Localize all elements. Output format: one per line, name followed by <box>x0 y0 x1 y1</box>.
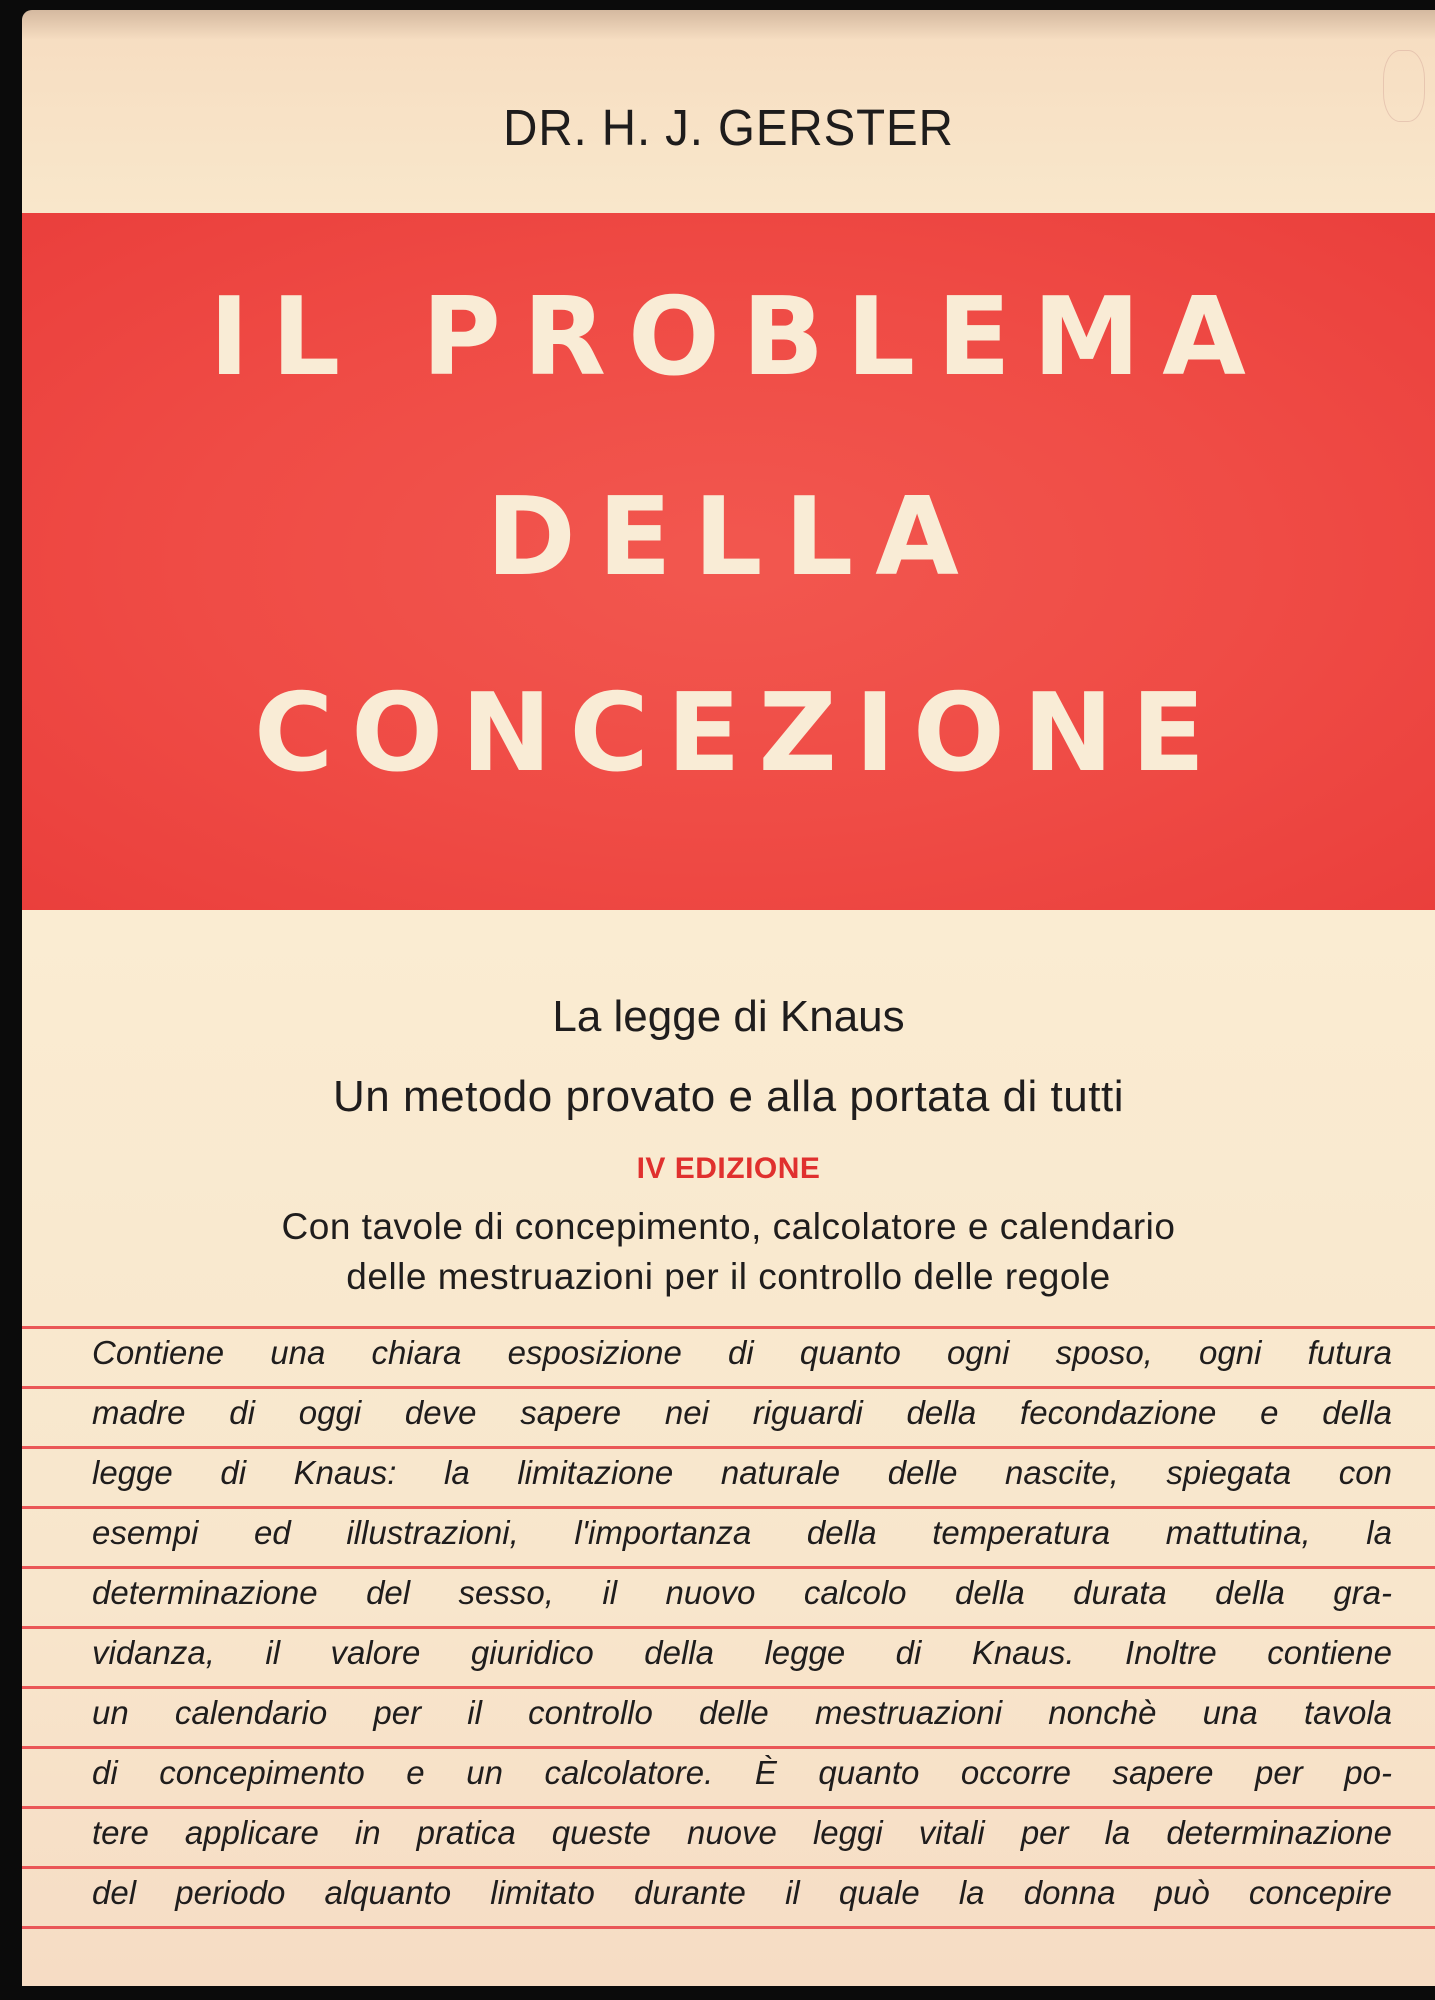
rule-line <box>22 1746 1435 1749</box>
rule-line <box>22 1866 1435 1869</box>
features-line-1: Con tavole di concepimento, calcolatore e calendario <box>281 1206 1176 1247</box>
description-line: determinazione del sesso, il nuovo calcolo della durata della gra- <box>92 1574 1392 1611</box>
stain-mark <box>1383 50 1425 122</box>
rule-line <box>22 1446 1435 1449</box>
rule-line <box>22 1326 1435 1329</box>
description-line: del periodo alquanto limitato durante il quale la donna può concepire <box>92 1874 1392 1911</box>
book-cover <box>22 10 1435 1986</box>
rule-line <box>22 1926 1435 1929</box>
rule-line <box>22 1686 1435 1689</box>
description-line: esempi ed illustrazioni, l'importanza della temperatura mattutina, la <box>92 1514 1392 1551</box>
rule-line <box>22 1506 1435 1509</box>
subtitle-knaus-law: La legge di Knaus <box>552 992 905 1041</box>
rule-line <box>22 1626 1435 1629</box>
description-line: un calendario per il controllo delle mestruazioni nonchè una tavola <box>92 1694 1392 1731</box>
rule-line <box>22 1806 1435 1809</box>
description-line: tere applicare in pratica queste nuove leggi vitali per la determinazione <box>92 1814 1392 1851</box>
description-line: legge di Knaus: la limitazione naturale delle nascite, spiegata con <box>92 1454 1392 1491</box>
description-line: vidanza, il valore giuridico della legge di Knaus. Inoltre contiene <box>92 1634 1392 1671</box>
subtitle-method: Un metodo provato e alla portata di tutti <box>333 1072 1124 1121</box>
rule-line <box>22 1566 1435 1569</box>
author-name: DR. H. J. GERSTER <box>503 99 954 156</box>
title-line-3: CONCEZIONE <box>254 671 1223 796</box>
description-line: di concepimento e un calcolatore. È quanto occorre sapere per po- <box>92 1754 1392 1791</box>
features-line-2: delle mestruazioni per il controllo delle regole <box>346 1256 1111 1297</box>
rule-line <box>22 1386 1435 1389</box>
title-band <box>22 213 1435 910</box>
description-line: madre di oggi deve sapere nei riguardi della fecondazione e della <box>92 1394 1392 1431</box>
title-line-1: IL PROBLEMA <box>209 275 1268 400</box>
title-line-2: DELLA <box>486 475 981 600</box>
edition-label: IV EDIZIONE <box>636 1152 821 1185</box>
description-line: Contiene una chiara esposizione di quanto ogni sposo, ogni futura <box>92 1334 1392 1371</box>
